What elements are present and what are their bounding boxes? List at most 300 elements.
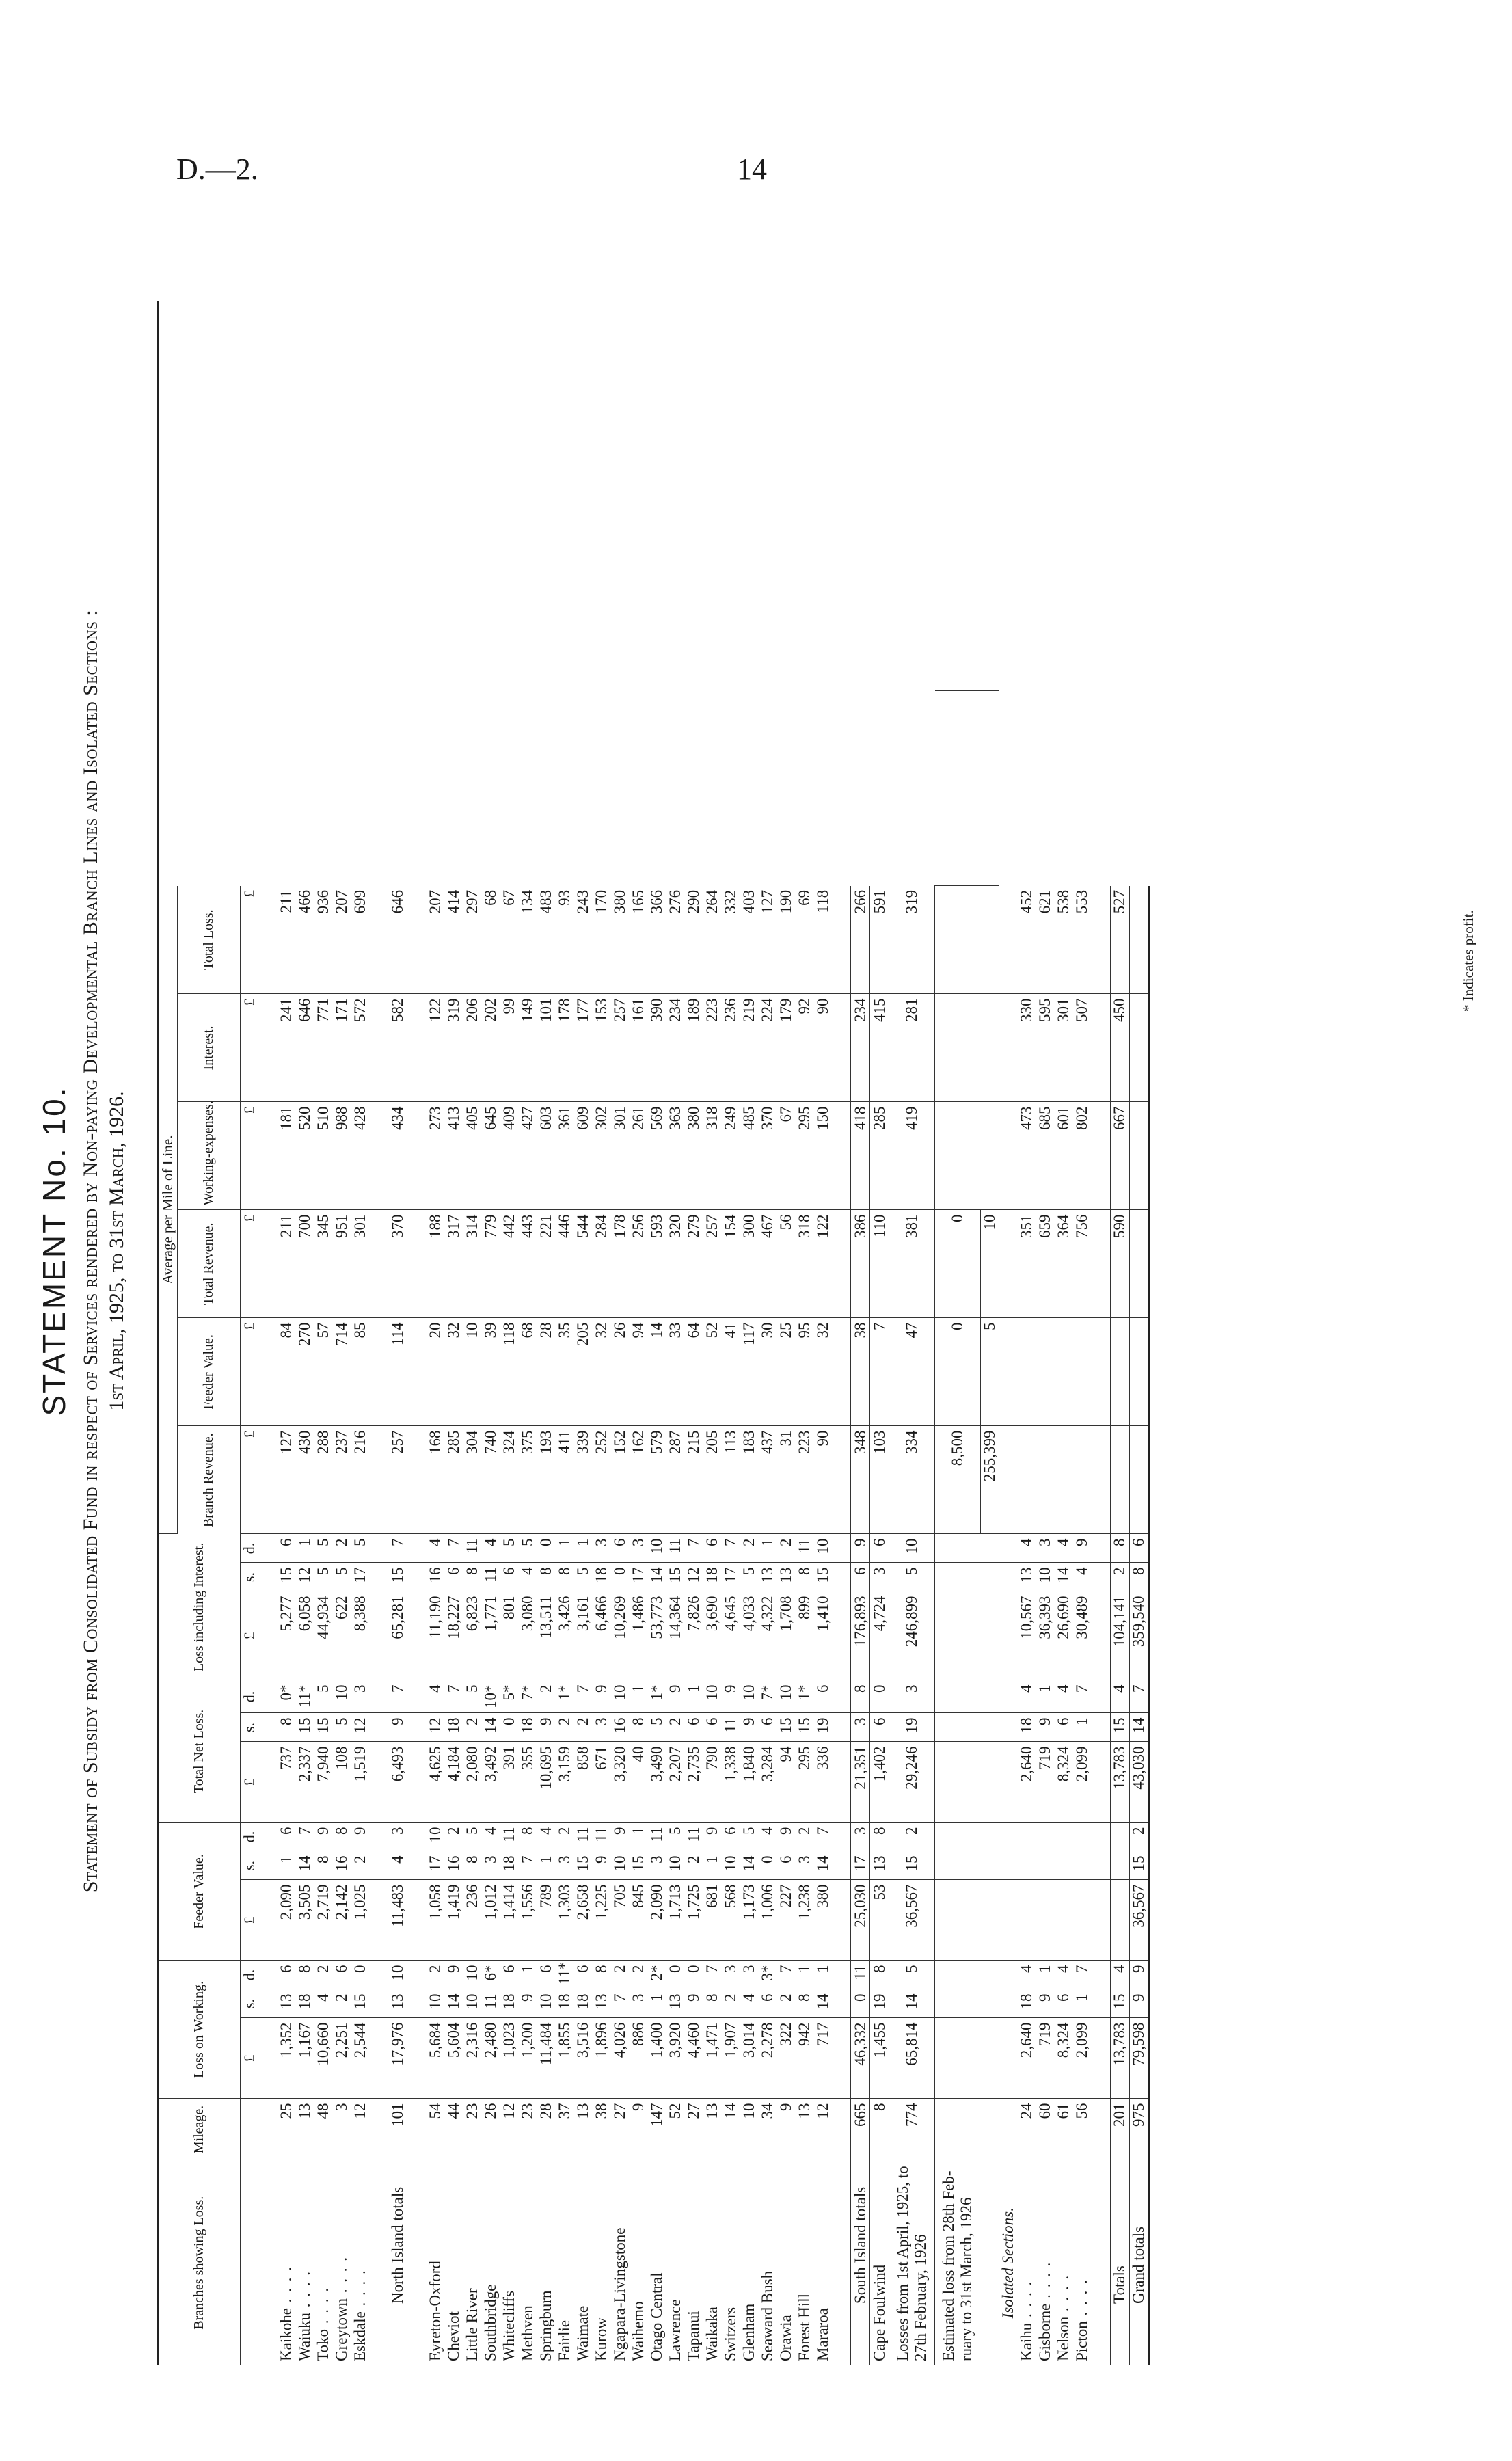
avg-feeder-value: 38	[851, 1318, 870, 1426]
empty-cell	[1092, 1880, 1111, 1961]
empty-cell	[832, 1851, 851, 1880]
empty-cell	[258, 1591, 277, 1680]
loss-on-working: 2	[610, 1961, 629, 1989]
avg-feeder-value: 32	[813, 1318, 832, 1426]
total-net-loss: 737	[277, 1742, 295, 1823]
total-net-loss: 2	[463, 1713, 481, 1742]
empty-cell	[369, 1563, 388, 1591]
loss-on-working: 2,316	[463, 2018, 481, 2099]
empty-cell	[1092, 1742, 1111, 1823]
empty-cell	[407, 2018, 427, 2099]
feeder-value: 10	[666, 1851, 684, 1880]
loss-including-interest: 5	[740, 1563, 758, 1591]
total-net-loss: 3,159	[555, 1742, 573, 1823]
col-average-group: Average per Mile of Line.	[158, 886, 178, 1534]
unit-pound: £	[241, 994, 259, 1102]
loss-including-interest: 5	[351, 1534, 369, 1563]
empty-cell	[1018, 1880, 1036, 1961]
empty-cell	[935, 1742, 981, 1823]
loss-including-interest: 4,724	[870, 1591, 889, 1680]
empty-cell	[258, 1102, 277, 1210]
empty-cell	[935, 1713, 981, 1742]
total-net-loss: 9	[388, 1713, 407, 1742]
branch-name: Kaikohe . . . .	[277, 2160, 295, 2365]
empty-cell	[832, 1426, 851, 1534]
loss-on-working: 0	[351, 1961, 369, 1989]
avg-branch-revenue: 205	[703, 1426, 721, 1534]
empty-cell	[1092, 1102, 1111, 1210]
avg-feeder-value: 32	[444, 1318, 463, 1426]
empty-cell	[935, 2099, 981, 2160]
avg-working-expenses: 261	[629, 1102, 647, 1210]
branch-name	[889, 2160, 935, 2365]
total-net-loss: 8,324	[1055, 1742, 1073, 1823]
avg-feeder-value: 32	[592, 1318, 610, 1426]
loss-including-interest: 3,426	[555, 1591, 573, 1680]
feeder-value: 227	[777, 1880, 795, 1961]
loss-including-interest: 8,500	[935, 1426, 981, 1534]
unit-pound: £	[241, 1880, 259, 1961]
avg-total-revenue: 446	[555, 1210, 573, 1318]
avg-branch-revenue: 430	[295, 1426, 314, 1534]
loss-including-interest: 1	[573, 1534, 592, 1563]
empty-cell	[258, 1318, 277, 1426]
empty-cell	[1092, 2018, 1111, 2099]
table-row	[463, 301, 481, 2365]
avg-total-loss: 936	[314, 886, 332, 994]
branch-name: Mararoa	[813, 2308, 831, 2361]
total-net-loss: 671	[592, 1742, 610, 1823]
feeder-value: 3	[795, 1851, 813, 1880]
loss-including-interest: 6,466	[592, 1591, 610, 1680]
avg-total-revenue: 178	[610, 1210, 629, 1318]
mileage: 14	[721, 2099, 740, 2160]
table-row	[813, 301, 832, 2365]
loss-including-interest: 4	[1018, 1534, 1036, 1563]
loss-including-interest: 6	[500, 1563, 518, 1591]
loss-on-working: 9	[444, 1961, 463, 1989]
total-net-loss: 6	[1055, 1713, 1073, 1742]
avg-interest: 330	[1018, 994, 1036, 1102]
unit-pence: d.	[241, 1680, 259, 1713]
total-net-loss: 3	[351, 1680, 369, 1713]
feeder-value: 13	[870, 1851, 889, 1880]
branch-name: Kurow	[592, 2317, 610, 2361]
branch-name	[935, 2160, 981, 2365]
loss-on-working: 4	[1055, 1961, 1073, 1989]
avg-branch-revenue: 127	[277, 1426, 295, 1534]
avg-feeder-value: 94	[629, 1318, 647, 1426]
empty-cell	[999, 1210, 1018, 1318]
total-net-loss: 1	[1073, 1713, 1092, 1742]
loss-on-working: 7	[777, 1961, 795, 1989]
avg-working-expenses: 428	[351, 1102, 369, 1210]
total-net-loss: 12	[351, 1713, 369, 1742]
table-row	[1073, 301, 1092, 2365]
loss-on-working: 6	[758, 1989, 777, 2018]
empty-cell	[935, 1851, 981, 1880]
total-net-loss: 5	[332, 1713, 351, 1742]
loss-including-interest: 17	[351, 1563, 369, 1591]
feeder-value: 10	[610, 1851, 629, 1880]
total-net-loss: 4,184	[444, 1742, 463, 1823]
unit-shilling: s.	[241, 1851, 259, 1880]
loss-including-interest: 13	[758, 1563, 777, 1591]
feeder-value: 4	[388, 1851, 407, 1880]
total-net-loss: 9	[537, 1713, 555, 1742]
loss-including-interest: 10,269	[610, 1591, 629, 1680]
empty-cell	[258, 1563, 277, 1591]
loss-on-working: 1,352	[277, 2018, 295, 2099]
loss-on-working: 8	[703, 1989, 721, 2018]
avg-interest: 281	[889, 994, 935, 1102]
avg-interest: 236	[721, 994, 740, 1102]
subtotal-row	[980, 301, 999, 2365]
total-net-loss: 7	[388, 1680, 407, 1713]
loss-on-working: 1	[1073, 1989, 1092, 2018]
feeder-value: 236	[463, 1880, 481, 1961]
total-net-loss: 5	[463, 1680, 481, 1713]
unit-pound: £	[241, 1102, 259, 1210]
loss-including-interest: 104,141	[1110, 1591, 1129, 1680]
branch-name: Ngapara-Livingstone	[610, 2227, 628, 2361]
empty-cell	[1092, 1823, 1111, 1851]
loss-on-working: 4,460	[684, 2018, 703, 2099]
avg-interest: 234	[666, 994, 684, 1102]
feeder-value: 11	[500, 1823, 518, 1851]
loss-on-working: 0	[851, 1989, 870, 2018]
mileage: 23	[518, 2099, 537, 2160]
avg-interest: 178	[555, 994, 573, 1102]
branch-name: Fairlie	[555, 2319, 573, 2361]
loss-on-working: 8	[592, 1961, 610, 1989]
avg-branch-revenue: 288	[314, 1426, 332, 1534]
empty-cell	[999, 1823, 1018, 1851]
loss-including-interest: 6,058	[295, 1591, 314, 1680]
total-net-loss: 719	[1036, 1742, 1055, 1823]
mileage: 24	[1018, 2099, 1036, 2160]
feeder-value: 7	[295, 1823, 314, 1851]
loss-including-interest: 4,322	[758, 1591, 777, 1680]
feeder-value: 2	[444, 1823, 463, 1851]
loss-on-working: 6	[1055, 1989, 1073, 2018]
loss-on-working: 18	[555, 1989, 573, 2018]
avg-total-loss: 207	[332, 886, 351, 994]
mileage: 28	[537, 2099, 555, 2160]
loss-on-working: 0	[666, 1961, 684, 1989]
avg-interest: 301	[1055, 994, 1073, 1102]
label-line: Estimated loss from 28th Feb-	[940, 2170, 957, 2361]
avg-total-revenue: 257	[703, 1210, 721, 1318]
branch-name: Eskdale . . . .	[351, 2160, 369, 2365]
total-net-loss: 10*	[481, 1680, 500, 1713]
empty-cell	[1036, 1880, 1055, 1961]
table-row	[314, 301, 332, 2365]
empty-cell	[935, 1534, 981, 1563]
subsidy-table	[157, 301, 1150, 2365]
avg-interest: 161	[629, 994, 647, 1102]
empty-cell	[832, 1591, 851, 1680]
loss-on-working: 11*	[555, 1961, 573, 1989]
total-net-loss: 18	[518, 1713, 537, 1742]
empty-cell	[832, 1318, 851, 1426]
empty-cell	[832, 1742, 851, 1823]
feeder-value: 1,414	[500, 1880, 518, 1961]
avg-total-loss: 68	[481, 886, 500, 994]
loss-including-interest: 11	[463, 1534, 481, 1563]
avg-working-expenses: 434	[388, 1102, 407, 1210]
avg-branch-revenue: 437	[758, 1426, 777, 1534]
table-row	[1055, 301, 1073, 2365]
avg-total-loss: 319	[889, 886, 935, 994]
feeder-value: 1	[703, 1851, 721, 1880]
avg-branch-revenue: 215	[684, 1426, 703, 1534]
avg-total-loss: 452	[1018, 886, 1036, 994]
loss-on-working: 8,324	[1055, 2018, 1073, 2099]
total-net-loss: 15	[295, 1713, 314, 1742]
loss-including-interest: 17	[721, 1563, 740, 1591]
unit-pence: d.	[241, 1961, 259, 1989]
feeder-value: 5	[463, 1823, 481, 1851]
feeder-value: 14	[813, 1851, 832, 1880]
table-row	[426, 301, 444, 2365]
loss-on-working: 8	[295, 1961, 314, 1989]
total-net-loss: 3	[889, 1680, 935, 1713]
loss-on-working: 10	[426, 1989, 444, 2018]
feeder-value: 4	[537, 1823, 555, 1851]
loss-including-interest: 17	[629, 1563, 647, 1591]
table-row	[518, 301, 537, 2365]
total-net-loss: 15	[777, 1713, 795, 1742]
loss-on-working: 3,014	[740, 2018, 758, 2099]
empty-cell	[935, 1880, 981, 1961]
empty-cell	[935, 2018, 981, 2099]
table-body	[241, 301, 1149, 2365]
loss-including-interest: 18,227	[444, 1591, 463, 1680]
branch-name: Orawia	[777, 2315, 794, 2361]
total-net-loss: 7	[1073, 1680, 1092, 1713]
unit-pound: £	[241, 1742, 259, 1823]
empty-cell	[1092, 1961, 1111, 1989]
avg-working-expenses: 645	[481, 1102, 500, 1210]
total-net-loss: 7	[444, 1680, 463, 1713]
loss-on-working: 0	[684, 1961, 703, 1989]
avg-branch-revenue: 90	[813, 1426, 832, 1534]
total-net-loss: 2	[573, 1713, 592, 1742]
avg-branch-revenue: 193	[537, 1426, 555, 1534]
feeder-value: 14	[740, 1851, 758, 1880]
total-net-loss: 40	[629, 1742, 647, 1823]
empty-cell	[935, 1591, 981, 1680]
loss-including-interest: 4,033	[740, 1591, 758, 1680]
total-net-loss: 10	[777, 1680, 795, 1713]
empty-cell	[980, 301, 999, 496]
empty-cell	[258, 1534, 277, 1563]
empty-cell	[258, 1210, 277, 1318]
loss-including-interest: 11,190	[426, 1591, 444, 1680]
feeder-value: 1,173	[740, 1880, 758, 1961]
spacer-row	[407, 301, 427, 2365]
avg-total-loss: 699	[351, 886, 369, 994]
empty-cell	[407, 1563, 427, 1591]
avg-total-revenue: 700	[295, 1210, 314, 1318]
loss-on-working: 11,484	[537, 2018, 555, 2099]
feeder-value: 9	[777, 1823, 795, 1851]
empty-cell	[369, 1989, 388, 2018]
loss-including-interest: 3	[592, 1534, 610, 1563]
loss-including-interest: 10	[647, 1534, 666, 1563]
avg-total-revenue: 300	[740, 1210, 758, 1318]
label-line: Losses from 1st April, 1925, to	[894, 2166, 911, 2361]
loss-including-interest: 10,567	[1018, 1591, 1036, 1680]
loss-on-working: 4	[740, 1989, 758, 2018]
avg-feeder-value: 26	[610, 1318, 629, 1426]
branch-name: Waimate	[573, 2305, 591, 2361]
avg-feeder-value-dots	[1073, 1318, 1092, 1426]
empty-cell	[258, 1742, 277, 1823]
feeder-value: 15	[573, 1851, 592, 1880]
empty-cell	[258, 1680, 277, 1713]
total-net-loss: 0*	[277, 1680, 295, 1713]
avg-feeder-value: 118	[500, 1318, 518, 1426]
statement-title: STATEMENT No. 10.	[36, 1086, 72, 1416]
total-net-loss: 9	[592, 1680, 610, 1713]
avg-feeder-value: 33	[666, 1318, 684, 1426]
loss-including-interest: 5	[332, 1563, 351, 1591]
loss-on-working: 2	[332, 1989, 351, 2018]
loss-including-interest: 10	[889, 1534, 935, 1563]
avg-total-loss: 134	[518, 886, 537, 994]
loss-on-working: 2,480	[481, 2018, 500, 2099]
avg-branch-revenue: 223	[795, 1426, 813, 1534]
mileage: 52	[666, 2099, 684, 2160]
avg-interest: 257	[610, 994, 629, 1102]
avg-total-revenue: 320	[666, 1210, 684, 1318]
loss-including-interest: 36,393	[1036, 1591, 1055, 1680]
total-net-loss: 9	[666, 1680, 684, 1713]
empty-cell	[407, 1210, 427, 1318]
loss-on-working: 1	[795, 1961, 813, 1989]
avg-total-revenue: 256	[629, 1210, 647, 1318]
mileage: 13	[795, 2099, 813, 2160]
empty-cell	[1110, 1851, 1129, 1880]
table-row	[610, 301, 629, 2365]
avg-working-expenses: 485	[740, 1102, 758, 1210]
loss-including-interest: 8	[537, 1563, 555, 1591]
avg-total-revenue: 951	[332, 1210, 351, 1318]
avg-total-loss: 243	[573, 886, 592, 994]
table-row	[555, 301, 573, 2365]
total-net-loss: 7*	[518, 1680, 537, 1713]
empty-cell	[1092, 994, 1111, 1102]
branch-name: Glenham	[740, 2303, 757, 2361]
feeder-value: 789	[537, 1880, 555, 1961]
total-net-loss: 2,207	[666, 1742, 684, 1823]
feeder-value: 14	[295, 1851, 314, 1880]
loss-including-interest: 12	[295, 1563, 314, 1591]
avg-working-expenses: 295	[795, 1102, 813, 1210]
avg-total-revenue: 279	[684, 1210, 703, 1318]
loss-including-interest: 16	[426, 1563, 444, 1591]
unit-pence: d.	[241, 1823, 259, 1851]
loss-on-working: 10	[463, 1989, 481, 2018]
branch-name: Seaward Bush	[758, 2270, 776, 2361]
empty-cell	[407, 1318, 427, 1426]
loss-on-working: 719	[1036, 2018, 1055, 2099]
feeder-value: 2	[684, 1851, 703, 1880]
loss-on-working: 14	[889, 1989, 935, 2018]
total-net-loss: 19	[813, 1713, 832, 1742]
empty-cell	[999, 1680, 1018, 1713]
empty-cell	[1092, 886, 1111, 994]
avg-branch-revenue-dots	[1055, 1426, 1073, 1534]
loss-on-working: 5,604	[444, 2018, 463, 2099]
loss-on-working: 1,855	[555, 2018, 573, 2099]
total-net-loss: 3,284	[758, 1742, 777, 1823]
loss-on-working: 322	[777, 2018, 795, 2099]
loss-including-interest: 5,277	[277, 1591, 295, 1680]
feeder-value: 1,556	[518, 1880, 537, 1961]
avg-feeder-value: 41	[721, 1318, 740, 1426]
feeder-value: 7	[813, 1823, 832, 1851]
loss-on-working: 1,455	[870, 2018, 889, 2099]
feeder-value: 15	[629, 1851, 647, 1880]
avg-total-loss: 380	[610, 886, 629, 994]
loss-on-working: 1	[647, 1989, 666, 2018]
empty-cell	[999, 2018, 1018, 2099]
total-net-loss: 6	[870, 1713, 889, 1742]
loss-on-working: 17,976	[388, 2018, 407, 2099]
col-total-revenue: Total Revenue.	[178, 1210, 241, 1318]
loss-on-working: 6*	[481, 1961, 500, 1989]
total-net-loss: 6	[813, 1680, 832, 1713]
feeder-value: 3	[388, 1823, 407, 1851]
branch-name: Whitecliffs	[500, 2290, 517, 2361]
empty-cell	[999, 1851, 1018, 1880]
mileage: 13	[573, 2099, 592, 2160]
total-net-loss: 790	[703, 1742, 721, 1823]
table-row	[684, 301, 703, 2365]
mileage: 9	[777, 2099, 795, 2160]
loss-on-working: 1	[1036, 1961, 1055, 1989]
branch-name: Kaihu . . . .	[1018, 2160, 1036, 2365]
avg-interest: 171	[332, 994, 351, 1102]
avg-total-loss: 466	[295, 886, 314, 994]
branch-name: Gisborne . . . .	[1036, 2160, 1055, 2365]
avg-working-expenses: 249	[721, 1102, 740, 1210]
avg-total-loss: 297	[463, 886, 481, 994]
empty-cell	[999, 994, 1018, 1102]
mileage: 12	[351, 2099, 369, 2160]
total-net-loss: 9	[1036, 1713, 1055, 1742]
empty-cell	[1129, 1426, 1149, 1534]
total-net-loss: 0	[870, 1680, 889, 1713]
loss-on-working: 5	[889, 1961, 935, 1989]
loss-including-interest: 8	[1110, 1534, 1129, 1563]
branch-name: Lawrence	[666, 2299, 684, 2361]
loss-on-working: 1,023	[500, 2018, 518, 2099]
loss-including-interest: 14	[647, 1563, 666, 1591]
loss-including-interest: 6	[703, 1534, 721, 1563]
loss-including-interest: 2	[740, 1534, 758, 1563]
total-net-loss: 7	[573, 1680, 592, 1713]
loss-on-working: 1	[518, 1961, 537, 1989]
empty-cell	[258, 886, 277, 994]
branch-name: Waikaka	[703, 2307, 720, 2361]
total-net-loss: 3,492	[481, 1742, 500, 1823]
mileage: 34	[758, 2099, 777, 2160]
mileage: 38	[592, 2099, 610, 2160]
